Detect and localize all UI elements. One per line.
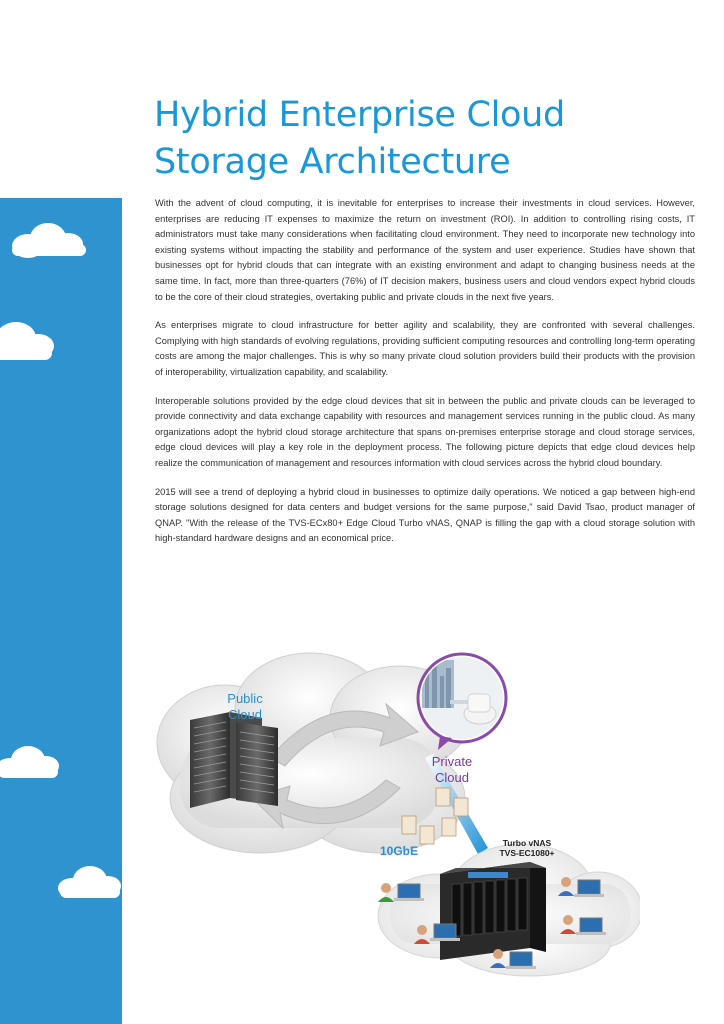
hybrid-cloud-diagram bbox=[150, 648, 640, 978]
laptop-icon bbox=[430, 924, 460, 941]
decorative-clouds bbox=[0, 198, 122, 1024]
server-rack-icon bbox=[190, 712, 278, 808]
laptop-icon bbox=[576, 918, 606, 935]
side-decoration-band bbox=[0, 198, 122, 1024]
public-cloud-label: Public Cloud bbox=[227, 691, 263, 722]
cloud-shape bbox=[12, 223, 86, 258]
paragraph: Interoperable solutions provided by the edge cloud devices that sit in between the public and private clouds can be leveraged to provide connectivity and data exchange capability with resources and management services running in the public cloud. As many organizations adopt the hybrid cloud storage architecture that spans on-premises enterprise storage and cloud storage services, edge cloud devices will play a key role in the deployment process. The following picture depicts that edge cloud devices help realize the communication of management and resources information with cloud services across the hybrid cloud boundary. bbox=[155, 395, 695, 468]
link-speed-label: 10GbE bbox=[379, 844, 418, 858]
device-model-label: TVS-EC1080+ bbox=[499, 848, 555, 858]
article-body bbox=[155, 196, 695, 560]
laptop-icon bbox=[574, 880, 604, 897]
laptop-icon bbox=[506, 952, 536, 969]
cloud-shape bbox=[0, 322, 54, 360]
nas-device-icon bbox=[440, 862, 546, 960]
cloud-shape bbox=[58, 866, 121, 898]
cloud-shape bbox=[0, 746, 59, 778]
paragraph: As enterprises migrate to cloud infrastructure for better agility and scalability, they are confronted with several challenges. Complying with high standards of evolving regulations, providing sufficient computing resources and controlling long-term operating costs are among the major challenges. This is why so many private cloud solution providers build their products with the provision of interoperability, virtualization capability, and scalability. bbox=[155, 320, 695, 377]
paragraph: With the advent of cloud computing, it is inevitable for enterprises to increase their investments in cloud services. However, enterprises are reducing IT expenses to maximize the return on investment (ROI). In addition to controlling rising costs, IT administrators must take many considerations when facilitating cloud environment. They need to incorporate new technology into existing systems without impacting the stability and performance of the system and user experience. Studies have shown that businesses opt for hybrid clouds that can integrate with an existing environment and adapt to changing business needs at the same time. In fact, more than three-quarters (76%) of IT decision makers, business users and cloud vendors expect hybrid clouds to be the core of their cloud strategies, overtaking public and private clouds in the next five years. bbox=[155, 198, 695, 302]
private-cloud-label: Private Cloud bbox=[431, 754, 473, 785]
device-name-label: Turbo vNAS bbox=[502, 838, 552, 848]
paragraph: 2015 will see a trend of deploying a hybrid cloud in businesses to optimize daily operations. We noticed a gap between high-end storage solutions designed for data centers and budget versions for the same purpose," said David Tsao, product manager of QNAP. "With the release of the TVS-ECx80+ Edge Cloud Turbo vNAS, QNAP is filling the gap with a cloud storage solution with high-standard hardware designs and an economical price. bbox=[155, 486, 695, 544]
laptop-icon bbox=[394, 884, 424, 901]
page-title: Hybrid Enterprise Cloud Storage Architecture bbox=[154, 95, 565, 182]
